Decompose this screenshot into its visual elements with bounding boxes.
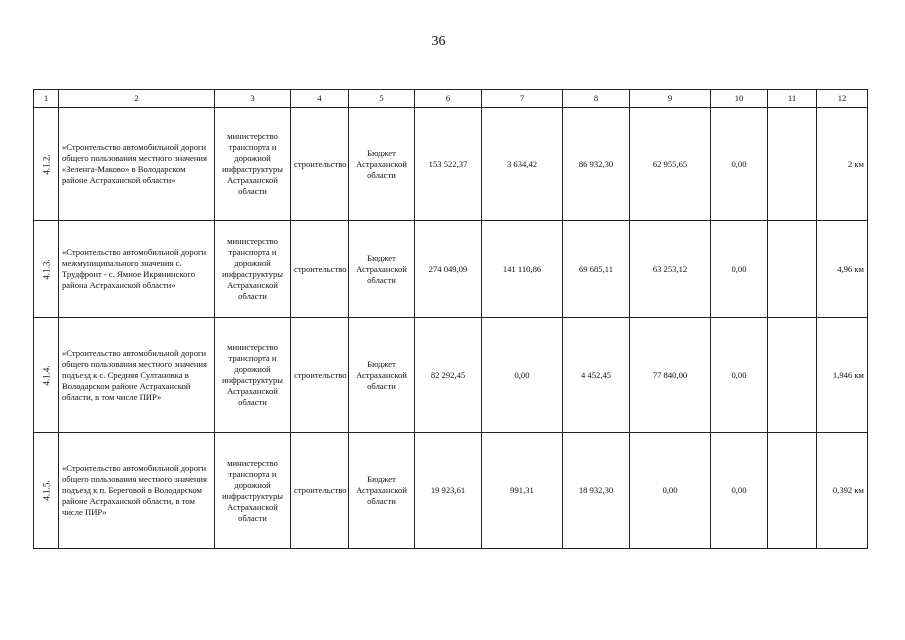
value-cell: 153 522,37 bbox=[415, 108, 482, 221]
object-name-cell: «Строительство автомобильной дороги общего пользования местного значения подъезд к с. Средняя Султановка в Володарском районе Астраханской области, в том числе ПИР» bbox=[59, 318, 215, 433]
value-cell: 69 685,11 bbox=[563, 221, 630, 318]
column-header: 3 bbox=[215, 90, 291, 108]
row-number: 4.1.3. bbox=[41, 258, 52, 280]
value-cell: 18 932,30 bbox=[563, 433, 630, 549]
value-cell: 0,00 bbox=[711, 108, 768, 221]
column-header: 10 bbox=[711, 90, 768, 108]
row-number-cell bbox=[34, 433, 59, 549]
value-cell: 141 110,86 bbox=[482, 221, 563, 318]
value-cell: 0,00 bbox=[711, 433, 768, 549]
value-cell: 0,00 bbox=[630, 433, 711, 549]
length-cell: 0,392 км bbox=[817, 433, 868, 549]
value-cell: 62 955,65 bbox=[630, 108, 711, 221]
object-name-cell: «Строительство автомобильной дороги межмуниципального значения с. Трудфронт - с. Ямное Икрянинского района Астраханской области» bbox=[59, 221, 215, 318]
value-cell bbox=[768, 318, 817, 433]
value-cell: 82 292,45 bbox=[415, 318, 482, 433]
column-header: 9 bbox=[630, 90, 711, 108]
row-number: 4.1.4. bbox=[41, 364, 52, 386]
value-cell: 63 253,12 bbox=[630, 221, 711, 318]
work-kind-cell: строительство bbox=[291, 221, 349, 318]
row-number-cell bbox=[34, 108, 59, 221]
column-header: 8 bbox=[563, 90, 630, 108]
value-cell bbox=[768, 108, 817, 221]
column-header: 4 bbox=[291, 90, 349, 108]
value-cell: 991,31 bbox=[482, 433, 563, 549]
value-cell: 19 923,61 bbox=[415, 433, 482, 549]
executor-cell: министерство транспорта и дорожной инфраструктуры Астраханской области bbox=[215, 108, 291, 221]
executor-cell: министерство транспорта и дорожной инфраструктуры Астраханской области bbox=[215, 221, 291, 318]
page-number: 36 bbox=[431, 34, 446, 49]
row-number: 4.1.5. bbox=[41, 480, 52, 501]
value-cell: 77 840,00 bbox=[630, 318, 711, 433]
object-name-cell: «Строительство автомобильной дороги общего пользования местного значения подъезд к п. Береговой в Володарском районе Астраханской области, в том числе ПИР» bbox=[59, 433, 215, 549]
value-cell: 0,00 bbox=[482, 318, 563, 433]
value-cell: 0,00 bbox=[711, 221, 768, 318]
table-row bbox=[34, 221, 868, 318]
column-header: 12 bbox=[817, 90, 868, 108]
table-row bbox=[34, 108, 868, 221]
column-header: 5 bbox=[349, 90, 415, 108]
work-kind-cell: строительство bbox=[291, 318, 349, 433]
budget-table bbox=[33, 89, 868, 549]
funding-source-cell: Бюджет Астраханской области bbox=[349, 433, 415, 549]
table-row bbox=[34, 433, 868, 549]
funding-source-cell: Бюджет Астраханской области bbox=[349, 108, 415, 221]
funding-source-cell: Бюджет Астраханской области bbox=[349, 221, 415, 318]
row-number-cell bbox=[34, 221, 59, 318]
funding-source-cell: Бюджет Астраханской области bbox=[349, 318, 415, 433]
length-cell: 2 км bbox=[817, 108, 868, 221]
table-header-row bbox=[34, 90, 868, 108]
executor-cell: министерство транспорта и дорожной инфраструктуры Астраханской области bbox=[215, 433, 291, 549]
executor-cell: министерство транспорта и дорожной инфраструктуры Астраханской области bbox=[215, 318, 291, 433]
value-cell: 3 634,42 bbox=[482, 108, 563, 221]
value-cell: 0,00 bbox=[711, 318, 768, 433]
value-cell: 4 452,45 bbox=[563, 318, 630, 433]
value-cell: 86 932,30 bbox=[563, 108, 630, 221]
row-number-cell bbox=[34, 318, 59, 433]
row-number: 4.1.2. bbox=[41, 153, 52, 175]
value-cell bbox=[768, 433, 817, 549]
length-cell: 1,946 км bbox=[817, 318, 868, 433]
object-name-cell: «Строительство автомобильной дороги общего пользования местного значения «Зеленга-Маково» в Володарском районе Астраханской области» bbox=[59, 108, 215, 221]
column-header: 6 bbox=[415, 90, 482, 108]
length-cell: 4,96 км bbox=[817, 221, 868, 318]
column-header: 7 bbox=[482, 90, 563, 108]
value-cell: 274 049,09 bbox=[415, 221, 482, 318]
column-header: 11 bbox=[768, 90, 817, 108]
work-kind-cell: строительство bbox=[291, 108, 349, 221]
value-cell bbox=[768, 221, 817, 318]
work-kind-cell: строительство bbox=[291, 433, 349, 549]
column-header: 2 bbox=[59, 90, 215, 108]
table-row bbox=[34, 318, 868, 433]
column-header: 1 bbox=[34, 90, 59, 108]
